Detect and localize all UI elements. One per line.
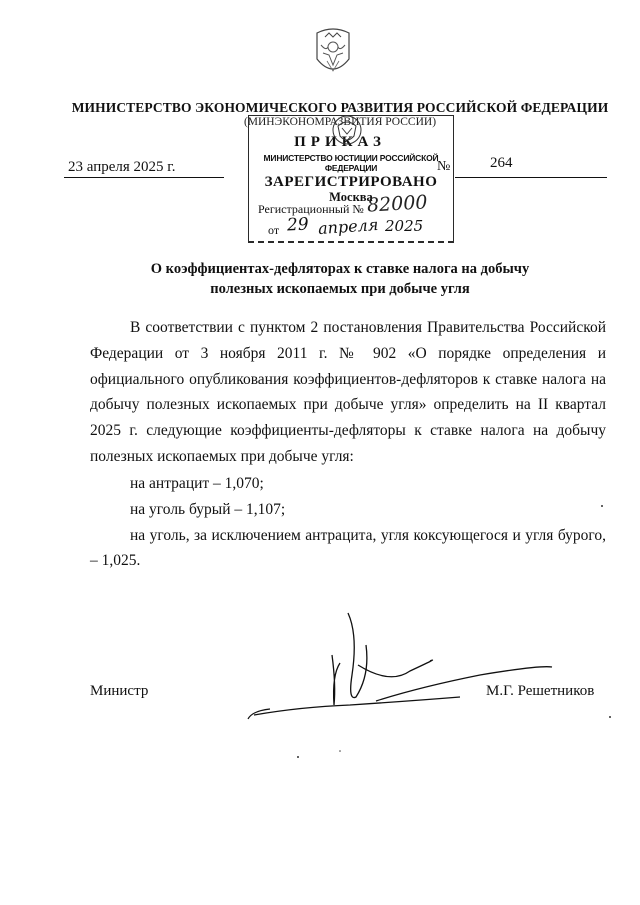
stamp-date-year: 2025 bbox=[385, 217, 424, 235]
stamp-reg-label: Регистрационный № bbox=[258, 202, 364, 216]
stamp-date-day: 29 bbox=[286, 214, 310, 236]
stamp-status: ЗАРЕГИСТРИРОВАНО bbox=[264, 174, 438, 190]
coefficient-list bbox=[90, 471, 606, 574]
date-underline bbox=[64, 177, 224, 178]
order-number: 264 bbox=[490, 155, 513, 171]
stamp-date-month: апреля bbox=[317, 214, 379, 239]
signer-name: М.Г. Решетников bbox=[486, 683, 595, 699]
ministry-name: МИНИСТЕРСТВО ЭКОНОМИЧЕСКОГО РАЗВИТИЯ РОССИЙСКОЙ ФЕДЕРАЦИИ bbox=[71, 100, 609, 115]
number-underline bbox=[455, 177, 607, 178]
stamp-reg-number: 82000 bbox=[366, 191, 428, 217]
document-type: ПРИКАЗ bbox=[294, 134, 386, 150]
stamp-city: Москва bbox=[329, 190, 373, 204]
order-number-sign: № bbox=[437, 159, 451, 174]
list-item: на уголь бурый – 1,107; bbox=[130, 500, 286, 518]
list-item: на антрацит – 1,070; bbox=[130, 475, 264, 492]
list-item: на уголь, за исключением антрацита, угля коксующегося и угля бурого, – 1,025. bbox=[90, 526, 606, 570]
document-title bbox=[60, 259, 620, 299]
coat-of-arms-icon bbox=[309, 25, 357, 83]
title-line-2: полезных ископаемых при добыче угля bbox=[210, 281, 470, 297]
stamp-date-prefix: от bbox=[268, 223, 280, 237]
signer-position: Министр bbox=[90, 683, 149, 699]
ministry-short-name: (МИНЭКОНОМРАЗВИТИЯ РОССИИ) bbox=[243, 116, 437, 128]
scan-speck bbox=[601, 505, 603, 507]
title-line-1: О коэффициентах-дефляторах к ставке налога на добычу bbox=[150, 261, 530, 277]
body-paragraph: В соответствии с пунктом 2 постановления Правительства Российской Федерации от 3 ноября 2011 г. № 902 «О порядке определения и официального опубликования коэффициентов-дефляторов к ставке налога на добычу полезных ископаемых при добыче угля» определить на II квартал 2025 г. следующие коэффициенты-дефляторы к ставке налога на добычу полезных ископаемых при добыче угля: bbox=[90, 319, 606, 465]
eagle-seal-icon bbox=[330, 112, 364, 148]
order-date: 23 апреля 2025 г. bbox=[68, 159, 176, 175]
stamp-issuer: МИНИСТЕРСТВО ЮСТИЦИИ РОССИЙСКОЙ ФЕДЕРАЦИИ bbox=[263, 153, 439, 173]
document-body bbox=[90, 315, 606, 470]
